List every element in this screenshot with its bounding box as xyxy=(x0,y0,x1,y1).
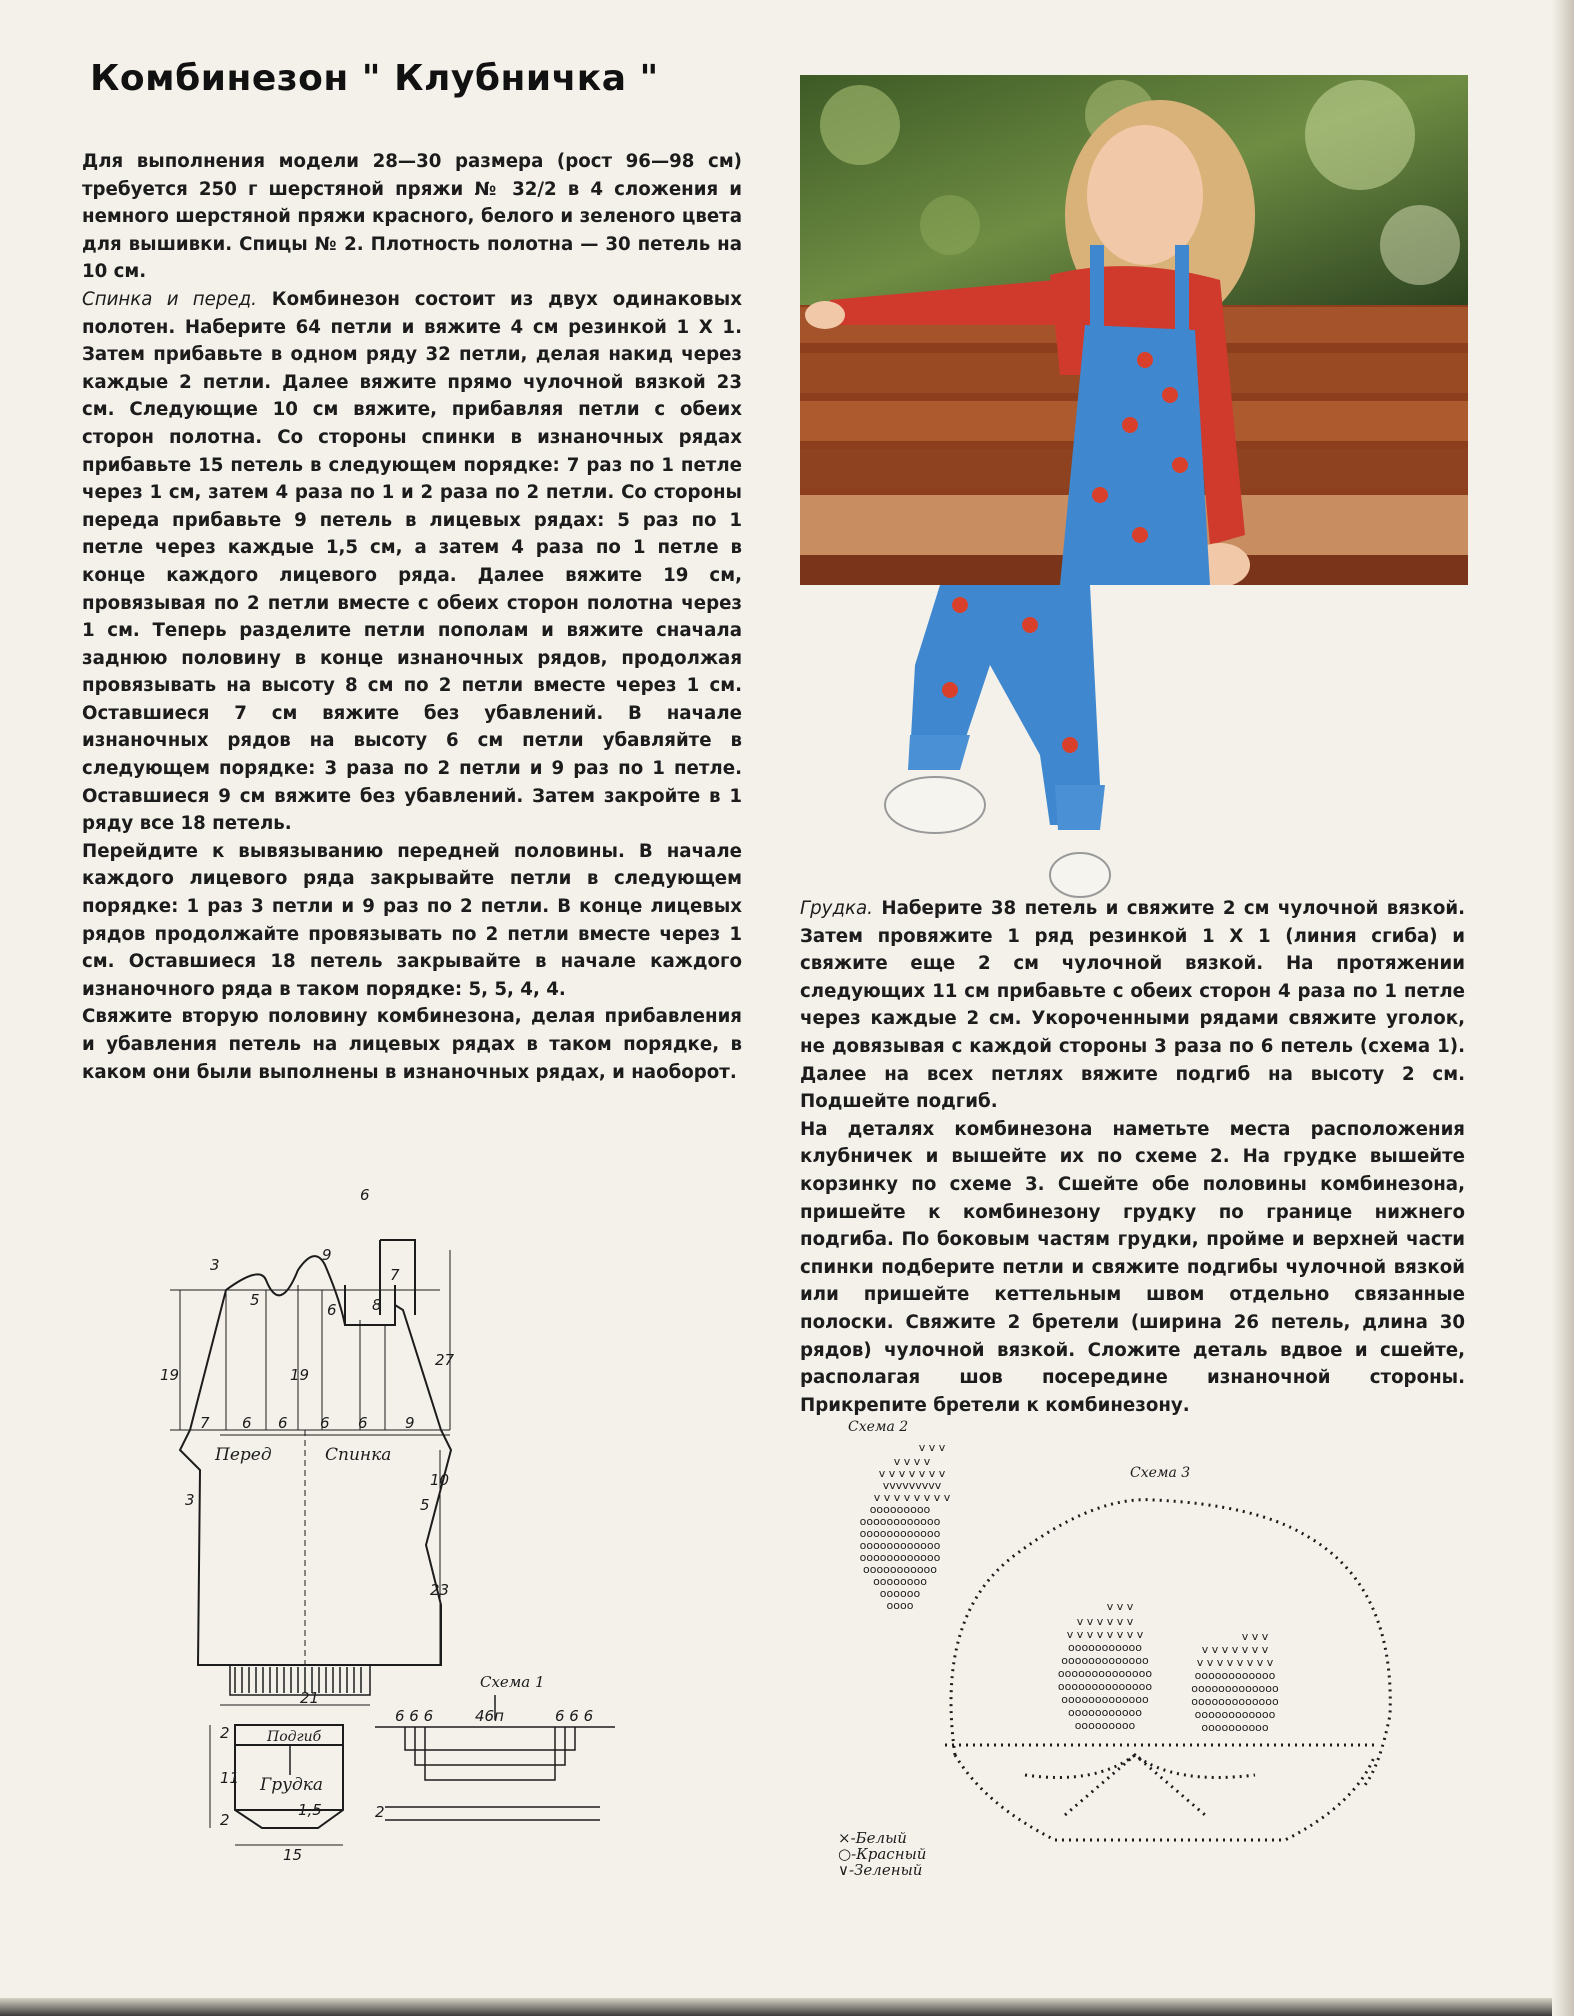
dim-ten: 10 xyxy=(430,1471,450,1489)
svg-text:ooooooooooo: ooooooooooo xyxy=(1067,1641,1143,1654)
svg-text:oooooooooo: oooooooooo xyxy=(1201,1721,1269,1734)
legend-green: ∨-Зеленый xyxy=(838,1861,923,1879)
svg-text:oooooooo: oooooooo xyxy=(873,1575,927,1588)
front-half-paragraph: Перейдите к вывязыванию передней половины. В начале каждого лицевого ряда закрывайте петли в следующем порядке: 1 раз 3 петли и 9 раз по 2 петли. В конце лицевых рядов продолжайте провязывать по 2 петли вместе через 1 см. Оставшиеся 18 петель закрывайте в начале каждого изнаночного ряда в таком порядке: 5, 5, 4, 4. xyxy=(82,840,742,1000)
svg-text:ooooooooooo: ooooooooooo xyxy=(862,1563,938,1576)
back-front-paragraph xyxy=(82,286,742,838)
legend-red: ○-Красный xyxy=(838,1845,927,1863)
legs-illustration xyxy=(800,585,1468,900)
dim-w9: 9 xyxy=(405,1414,415,1432)
svg-text:ooooooooo: ooooooooo xyxy=(1074,1719,1136,1732)
bib-paragraph xyxy=(800,895,1465,1116)
scheme-1-left-dims: 6 6 6 xyxy=(395,1707,434,1725)
svg-text:ooooooooooooo: ooooooooooooo xyxy=(1061,1693,1149,1706)
dim-bib-1-5: 1,5 xyxy=(298,1801,322,1819)
page-title: Комбинезон " Клубничка " xyxy=(90,58,659,99)
dim-w6c: 6 xyxy=(320,1414,330,1432)
dim-twenty-seven: 27 xyxy=(435,1351,455,1369)
svg-text:v v v v v v v: v v v v v v v xyxy=(878,1467,946,1480)
dim-arm-3: 3 xyxy=(210,1256,220,1274)
dim-nineteen-left: 19 xyxy=(160,1366,180,1384)
dim-eight: 8 xyxy=(372,1296,382,1314)
svg-text:oooooo: oooooo xyxy=(879,1587,921,1600)
svg-text:oooooooooooo: oooooooooooo xyxy=(1194,1669,1276,1682)
svg-text:v v v v v v: v v v v v v xyxy=(1076,1615,1134,1628)
svg-text:v v v v v v v v: v v v v v v v v xyxy=(1196,1656,1274,1669)
svg-text:ooooooooo: ooooooooo xyxy=(869,1503,931,1516)
right-text-column xyxy=(800,895,1465,1419)
back-front-heading: Спинка и перед. xyxy=(82,288,257,310)
scheme-1 xyxy=(365,1665,625,1840)
girl-legs-photo xyxy=(800,585,1468,900)
left-text-column xyxy=(82,148,742,1086)
dim-twenty-three: 23 xyxy=(430,1581,450,1599)
svg-text:oooooooooooooo: oooooooooooooo xyxy=(1057,1680,1153,1693)
dim-w6b: 6 xyxy=(278,1414,288,1432)
scheme-1-right-dims: 6 6 6 xyxy=(555,1707,594,1725)
scheme-legend xyxy=(838,1830,926,1878)
legend-white: ×-Белый xyxy=(838,1829,907,1847)
dim-six-a: 6 xyxy=(327,1301,337,1319)
scheme-1-title: Схема 1 xyxy=(480,1673,545,1691)
second-half-paragraph: Свяжите вторую половину комбинезона, делая прибавления и убавления петель на лицевых рядах в таком порядке, в каком они были выполнены в изнаночных рядах, и наоборот. xyxy=(82,1006,742,1083)
scheme-3-title: Схема 3 xyxy=(1130,1465,1191,1481)
dim-bib-11: 11 xyxy=(220,1769,240,1787)
svg-text:ooooooooooo: ooooooooooo xyxy=(1067,1706,1143,1719)
svg-text:v v v: v v v xyxy=(918,1441,946,1454)
intro-paragraph: Для выполнения модели 28—30 размера (рост 96—98 см) требуется 250 г шерстяной пряжи № 32/2 в 4 сложения и немного шерстяной пряжи красного, белого и зеленого цвета для вышивки. Спицы № 2. Плотность полотна — 30 петель на 10 см. xyxy=(82,151,742,283)
dim-crotch-3: 3 xyxy=(185,1491,195,1509)
svg-text:oooooooooooo: oooooooooooo xyxy=(1194,1708,1276,1721)
svg-text:oooooooooooooo: oooooooooooooo xyxy=(1057,1667,1153,1680)
hem-label: Подгиб xyxy=(267,1729,322,1745)
dim-w6a: 6 xyxy=(242,1414,252,1432)
bib-text: Наберите 38 петель и свяжите 2 см чулочной вязкой. Затем провяжите 1 ряд резинкой 1 Х 1 (линия сгиба) и свяжите еще 2 см чулочной вязкой. На протяжении следующих 11 см прибавьте с обеих сторон 4 раза по 1 петле через каждые 2 см. Укороченными рядами свяжите уголок, не довязывая с каждой стороны 3 раза по 6 петель (схема 1). Далее на всех петлях вяжите подгиб на высоту 2 см. Подшейте подгиб. xyxy=(800,898,1465,1113)
svg-text:oooooooooooo: oooooooooooo xyxy=(859,1527,941,1540)
svg-text:oooooooooooo: oooooooooooo xyxy=(859,1539,941,1552)
dim-nineteen-mid: 19 xyxy=(290,1366,310,1384)
bib-heading: Грудка. xyxy=(800,898,873,919)
svg-text:ooooooooooooo: ooooooooooooo xyxy=(1061,1654,1149,1667)
dim-neck-height: 9 xyxy=(322,1246,332,1264)
scheme-2-title: Схема 2 xyxy=(848,1419,909,1435)
dim-bib-2a: 2 xyxy=(220,1724,230,1742)
svg-text:oooooooooooo: oooooooooooo xyxy=(859,1551,941,1564)
scheme-1-side-2: 2 xyxy=(375,1803,385,1821)
front-label: Перед xyxy=(215,1445,272,1465)
dim-w6d: 6 xyxy=(358,1414,368,1432)
svg-text:ooooooooooooo: ooooooooooooo xyxy=(1191,1682,1279,1695)
dim-side-7: 7 xyxy=(390,1266,400,1284)
svg-text:v v v v v v v v: v v v v v v v v xyxy=(1066,1628,1144,1641)
dim-five: 5 xyxy=(250,1291,260,1309)
svg-text:ooooooooooooo: ooooooooooooo xyxy=(1191,1695,1279,1708)
dim-w7: 7 xyxy=(200,1414,210,1432)
scheme-1-center-label: 46п xyxy=(475,1707,504,1725)
back-front-text: Комбинезон состоит из двух одинаковых полотен. Наберите 64 петли и вяжите 4 см резинкой 1 Х 1. Затем прибавьте в одном ряду 32 петли, делая накид через каждые 2 петли. Далее вяжите прямо чулочной вязкой 23 см. Следующие 10 см вяжите, прибавляя петли с обеих сторон полотна. Со стороны спинки в изнаночных рядах прибавьте 15 петель в следующем порядке: 7 раз по 1 петле через 1 см, затем 4 раза по 1 и 2 раза по 2 петли. Со стороны переда прибавьте 9 петель в лицевых рядах: 5 раз по 1 петле через каждые 1,5 см, а затем 4 раза по 1 петле в конце каждого лицевого ряда. Далее вяжите 19 см, провязывая по 2 петли вместе с обеих сторон полотна через 1 см. Теперь разделите петли пополам и вяжите сначала заднюю половину в конце изнаночных рядов, продолжая провязывать на высоту 8 см по 2 петли вместе через 1 см. Оставшиеся 7 см вяжите без убавлений. В начале изнаночных рядов на высоту 6 см петли убавляйте в следующем порядке: 3 раза по 2 петли и 9 раз по 1 петле. Оставшиеся 9 см вяжите без убавлений. Затем закройте в 1 ряду все 18 петель. xyxy=(82,288,742,835)
dim-twenty-one: 21 xyxy=(300,1689,320,1707)
svg-text:v v v: v v v xyxy=(1241,1630,1269,1643)
bib-label: Грудка xyxy=(260,1775,324,1795)
dim-bib-15: 15 xyxy=(283,1846,303,1864)
svg-text:vvvvvvvvv: vvvvvvvvv xyxy=(882,1479,942,1492)
svg-text:oooo: oooo xyxy=(886,1599,914,1612)
svg-text:v v v v v v v v: v v v v v v v v xyxy=(873,1491,951,1504)
dim-five-b: 5 xyxy=(420,1496,430,1514)
assembly-paragraph: На деталях комбинезона наметьте места расположения клубничек и вышейте их по схеме 2. На грудке вышейте корзинку по схеме 3. Сшейте обе половины комбинезона, пришейте к комбинезону грудку по границе нижнего подгиба. По боковым частям грудки, пройме и верхней части спинки подберите петли и свяжите подгибы чулочной вязкой или пришейте кеттельным швом отдельно связанные полоски. Свяжите 2 бретели (ширина 26 петель, длина 30 рядов) чулочной вязкой. Сложите деталь вдвое и сшейте, располагая шов посередине изнаночной стороны. Прикрепите бретели к комбинезону. xyxy=(800,1118,1465,1416)
svg-text:oooooooooooo: oooooooooooo xyxy=(859,1515,941,1528)
photo-illustration xyxy=(800,75,1468,585)
girl-photo xyxy=(800,75,1468,585)
svg-text:v v v v: v v v v xyxy=(893,1455,931,1468)
svg-text:v v v: v v v xyxy=(1106,1600,1134,1613)
dim-bib-2b: 2 xyxy=(220,1811,230,1829)
dim-top-width: 6 xyxy=(360,1186,370,1204)
page-bottom-edge xyxy=(0,1998,1574,2016)
svg-text:v v v v v v v: v v v v v v v xyxy=(1201,1643,1269,1656)
scheme-3 xyxy=(925,1455,1415,1875)
back-label: Спинка xyxy=(325,1445,392,1465)
